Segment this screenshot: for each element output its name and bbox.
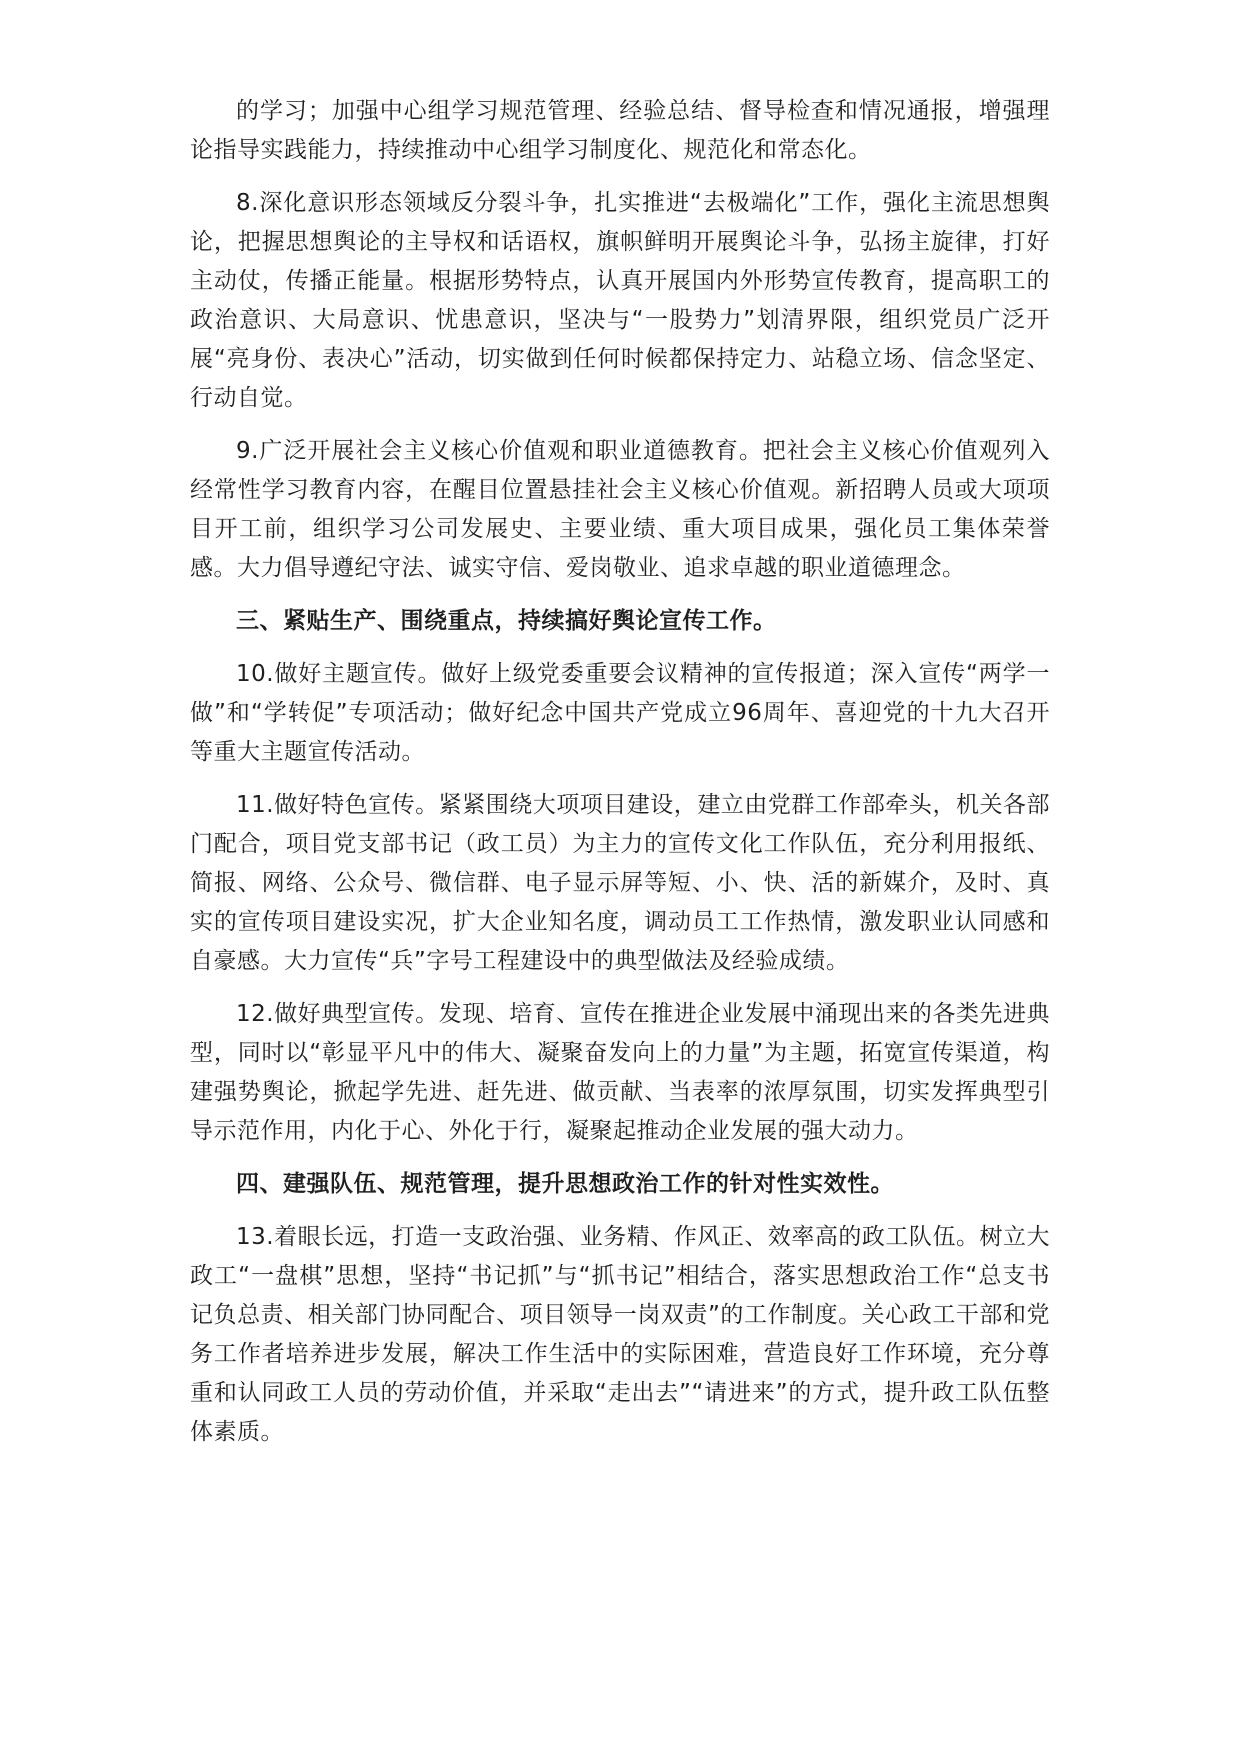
section-heading-3: 三、紧贴生产、围绕重点，持续搞好舆论宣传工作。	[236, 608, 777, 634]
paragraph-item-9: 9.广泛开展社会主义核心价值观和职业道德教育。把社会主义核心价值观列入经常性学习教育内容，在醒目位置悬挂社会主义核心价值观。新招聘人员或大项项目开工前，组织学习公司发展史、主要业绩、重大项目成果，强化员工集体荣誉感。大力倡导遵纪守法、诚实守信、爱岗敬业、追求卓越的职业道德理念。	[190, 438, 1050, 581]
document-body	[190, 92, 1050, 1466]
section-heading-4: 四、建强队伍、规范管理，提升思想政治工作的针对性实效性。	[236, 1171, 894, 1197]
paragraph-item-11: 11.做好特色宣传。紧紧围绕大项项目建设，建立由党群工作部牵头，机关各部门配合，项目党支部书记（政工员）为主力的宣传文化工作队伍，充分利用报纸、简报、网络、公众号、微信群、电子显示屏等短、小、快、活的新媒介，及时、真实的宣传项目建设实况，扩大企业知名度，调动员工工作热情，激发职业认同感和自豪感。大力宣传“兵”字号工程建设中的典型做法及经验成绩。	[190, 792, 1050, 974]
paragraph-item-10: 10.做好主题宣传。做好上级党委重要会议精神的宣传报道；深入宣传“两学一做”和“学转促”专项活动；做好纪念中国共产党成立96周年、喜迎党的十九大召开等重大主题宣传活动。	[190, 661, 1050, 765]
paragraph-item-8: 8.深化意识形态领域反分裂斗争，扎实推进“去极端化”工作，强化主流思想舆论，把握思想舆论的主导权和话语权，旗帜鲜明开展舆论斗争，弘扬主旋律，打好主动仗，传播正能量。根据形势特点，认真开展国内外形势宣传教育，提高职工的政治意识、大局意识、忧患意识，坚决与“一股势力”划清界限，组织党员广泛开展“亮身份、表决心”活动，切实做到任何时候都保持定力、站稳立场、信念坚定、行动自觉。	[190, 190, 1050, 411]
paragraph-item-13: 13.着眼长远，打造一支政治强、业务精、作风正、效率高的政工队伍。树立大政工“一盘棋”思想，坚持“书记抓”与“抓书记”相结合，落实思想政治工作“总支书记负总责、相关部门协同配合、项目领导一岗双责”的工作制度。关心政工干部和党务工作者培养进步发展，解决工作生活中的实际困难，营造良好工作环境，充分尊重和认同政工人员的劳动价值，并采取“走出去”“请进来”的方式，提升政工队伍整体素质。	[190, 1224, 1050, 1445]
paragraph-item-12: 12.做好典型宣传。发现、培育、宣传在推进企业发展中涌现出来的各类先进典型，同时以“彰显平凡中的伟大、凝聚奋发向上的力量”为主题，拓宽宣传渠道，构建强势舆论，掀起学先进、赶先进、做贡献、当表率的浓厚氛围，切实发挥典型引导示范作用，内化于心、外化于行，凝聚起推动企业发展的强大动力。	[190, 1001, 1050, 1144]
paragraph-study-continuation: 的学习；加强中心组学习规范管理、经验总结、督导检查和情况通报，增强理论指导实践能力，持续推动中心组学习制度化、规范化和常态化。	[190, 98, 1050, 163]
